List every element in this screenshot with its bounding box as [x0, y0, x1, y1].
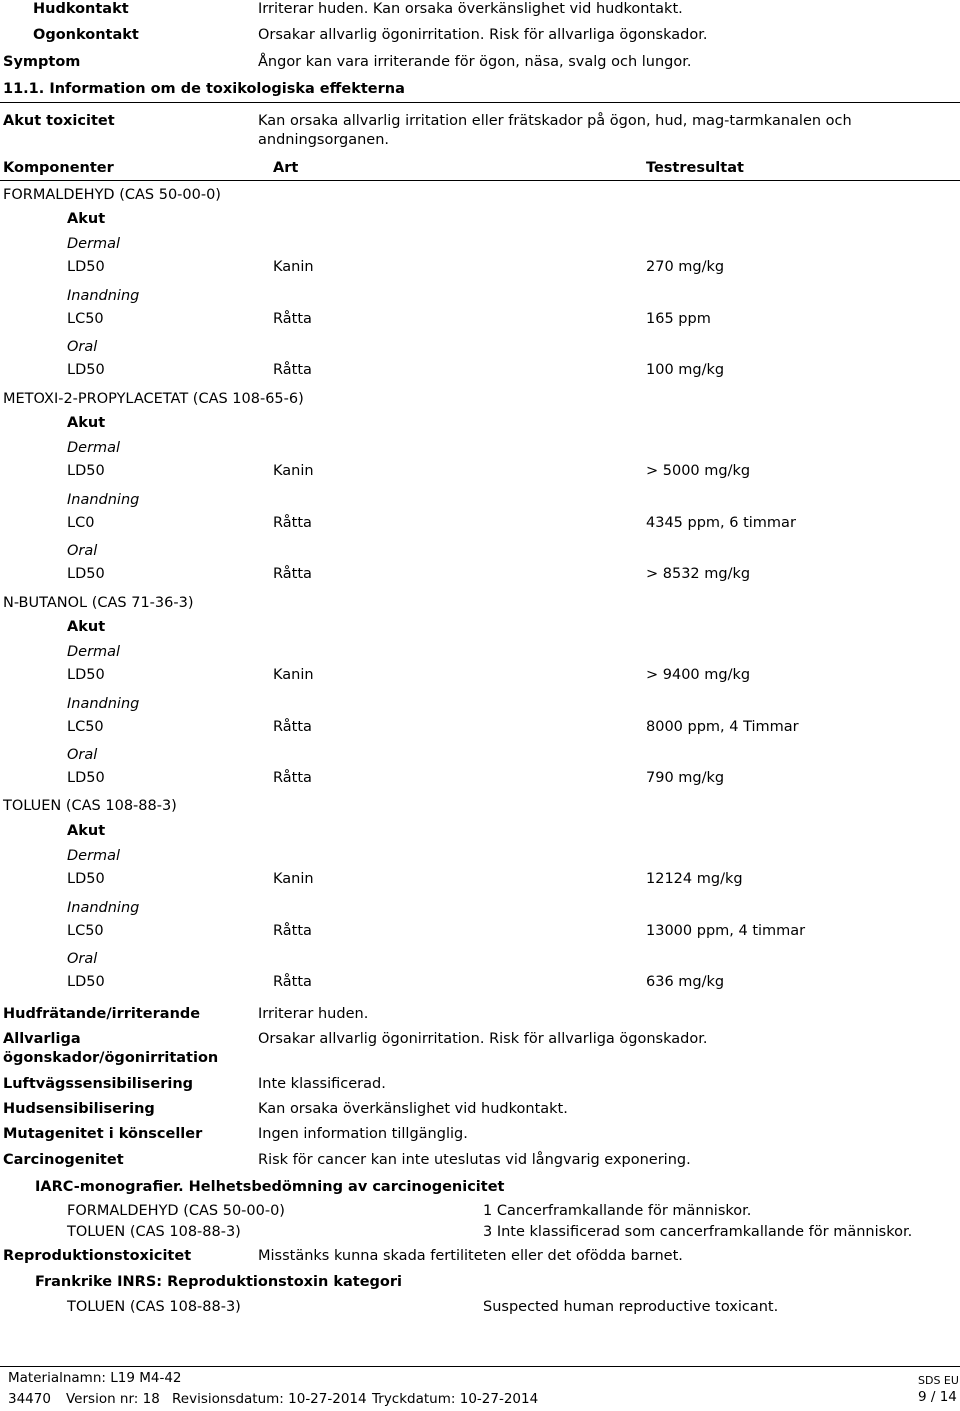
footer-material: Materialnamn: L19 M4-42 — [8, 1370, 182, 1386]
test-type: LD50 — [67, 566, 105, 582]
akut-toxicitet-label: Akut toxicitet — [3, 113, 115, 129]
test-type: LD50 — [67, 871, 105, 887]
test-type: LD50 — [67, 463, 105, 479]
hudkontakt-text: Irriterar huden. Kan orsaka överkänslighet vid hudkontakt. — [258, 1, 683, 17]
component-name: FORMALDEHYD (CAS 50-00-0) — [3, 187, 221, 203]
result: 270 mg/kg — [646, 259, 725, 275]
carcino-label: Carcinogenitet — [3, 1152, 124, 1168]
group-akut: Akut — [67, 211, 106, 227]
group-akut: Akut — [67, 823, 106, 839]
hudsens-label: Hudsensibilisering — [3, 1101, 155, 1117]
footer-version: Version nr: 18 — [66, 1391, 160, 1407]
mutagen-text: Ingen information tillgänglig. — [258, 1126, 468, 1142]
route-label: Dermal — [67, 440, 121, 456]
test-type: LC0 — [67, 515, 95, 531]
component-name: N-BUTANOL (CAS 71-36-3) — [3, 595, 194, 611]
test-type: LC50 — [67, 923, 104, 939]
hudfratande-label: Hudfrätande/irriterande — [3, 1006, 201, 1022]
luftvag-text: Inte klassificerad. — [258, 1076, 386, 1092]
allvarliga-label-1: Allvarliga — [3, 1031, 81, 1047]
route-label: Oral — [67, 951, 98, 967]
result: 790 mg/kg — [646, 770, 725, 786]
symptom-text: Ångor kan vara irriterande för ögon, näsa, svalg och lungor. — [258, 54, 692, 70]
route-label: Dermal — [67, 644, 121, 660]
group-akut: Akut — [67, 415, 106, 431]
repro-text: Misstänks kunna skada fertiliteten eller det ofödda barnet. — [258, 1248, 683, 1264]
species: Kanin — [273, 667, 314, 683]
iarc-heading: IARC-monografier. Helhetsbedömning av carcinogenicitet — [35, 1179, 505, 1195]
allvarliga-label-2: ögonskador/ögonirritation — [3, 1050, 219, 1066]
test-type: LD50 — [67, 974, 105, 990]
carcino-text: Risk för cancer kan inte uteslutas vid långvarig exponering. — [258, 1152, 691, 1168]
species: Råtta — [273, 362, 312, 378]
inrs-name: TOLUEN (CAS 108-88-3) — [67, 1299, 241, 1315]
repro-label: Reproduktionstoxicitet — [3, 1248, 192, 1264]
species: Kanin — [273, 259, 314, 275]
section-heading: 11.1. Information om de toxikologiska effekterna — [3, 81, 405, 97]
species: Råtta — [273, 515, 312, 531]
species: Råtta — [273, 923, 312, 939]
group-akut: Akut — [67, 619, 106, 635]
iarc-row-value: 3 Inte klassificerad som cancerframkallande för människor. — [483, 1224, 913, 1240]
result: 100 mg/kg — [646, 362, 725, 378]
result: 165 ppm — [646, 311, 711, 327]
result: > 5000 mg/kg — [646, 463, 751, 479]
section-rule — [0, 102, 960, 103]
header-art: Art — [273, 160, 299, 176]
species: Råtta — [273, 719, 312, 735]
footer-revision: Revisionsdatum: 10-27-2014 — [172, 1391, 367, 1407]
allvarliga-text: Orsakar allvarlig ögonirritation. Risk för allvarliga ögonskador. — [258, 1031, 708, 1047]
akut-toxicitet-text-2: andningsorganen. — [258, 132, 390, 148]
test-type: LD50 — [67, 770, 105, 786]
iarc-row-name: FORMALDEHYD (CAS 50-00-0) — [67, 1203, 285, 1219]
result: > 9400 mg/kg — [646, 667, 751, 683]
result: 636 mg/kg — [646, 974, 725, 990]
species: Råtta — [273, 566, 312, 582]
species: Kanin — [273, 463, 314, 479]
iarc-row-name: TOLUEN (CAS 108-88-3) — [67, 1224, 241, 1240]
species: Råtta — [273, 311, 312, 327]
route-label: Dermal — [67, 848, 121, 864]
footer-rule — [0, 1366, 960, 1367]
akut-toxicitet-text-1: Kan orsaka allvarlig irritation eller frätskador på ögon, hud, mag-tarmkanalen och — [258, 113, 852, 129]
ogonkontakt-text: Orsakar allvarlig ögonirritation. Risk för allvarliga ögonskador. — [258, 27, 708, 43]
header-komponenter: Komponenter — [3, 160, 114, 176]
result: > 8532 mg/kg — [646, 566, 751, 582]
ogonkontakt-label: Ogonkontakt — [33, 27, 139, 43]
route-label: Oral — [67, 543, 98, 559]
species: Kanin — [273, 871, 314, 887]
component-name: TOLUEN (CAS 108-88-3) — [3, 798, 177, 814]
iarc-row-value: 1 Cancerframkallande för människor. — [483, 1203, 752, 1219]
component-name: METOXI-2-PROPYLACETAT (CAS 108-65-6) — [3, 391, 304, 407]
result: 13000 ppm, 4 timmar — [646, 923, 806, 939]
test-type: LD50 — [67, 667, 105, 683]
hudfratande-text: Irriterar huden. — [258, 1006, 369, 1022]
route-label: Inandning — [67, 288, 140, 304]
route-label: Dermal — [67, 236, 121, 252]
species: Råtta — [273, 974, 312, 990]
species: Råtta — [273, 770, 312, 786]
header-testresultat: Testresultat — [646, 160, 744, 176]
footer-sds: SDS EU — [918, 1374, 959, 1387]
symptom-label: Symptom — [3, 54, 81, 70]
footer-print: Tryckdatum: 10-27-2014 — [372, 1391, 539, 1407]
route-label: Oral — [67, 339, 98, 355]
test-type: LC50 — [67, 719, 104, 735]
route-label: Inandning — [67, 696, 140, 712]
route-label: Inandning — [67, 492, 140, 508]
result: 12124 mg/kg — [646, 871, 743, 887]
footer-page-number: 9 / 14 — [918, 1389, 957, 1405]
route-label: Oral — [67, 747, 98, 763]
inrs-value: Suspected human reproductive toxicant. — [483, 1299, 779, 1315]
luftvag-label: Luftvägssensibilisering — [3, 1076, 194, 1092]
test-type: LC50 — [67, 311, 104, 327]
table-header-rule — [0, 180, 960, 181]
hudsens-text: Kan orsaka överkänslighet vid hudkontakt. — [258, 1101, 568, 1117]
route-label: Inandning — [67, 900, 140, 916]
hudkontakt-label: Hudkontakt — [33, 1, 129, 17]
result: 8000 ppm, 4 Timmar — [646, 719, 799, 735]
result: 4345 ppm, 6 timmar — [646, 515, 796, 531]
inrs-heading: Frankrike INRS: Reproduktionstoxin kategori — [35, 1274, 403, 1290]
test-type: LD50 — [67, 362, 105, 378]
footer-id: 34470 — [8, 1391, 51, 1407]
mutagen-label: Mutagenitet i könsceller — [3, 1126, 203, 1142]
test-type: LD50 — [67, 259, 105, 275]
